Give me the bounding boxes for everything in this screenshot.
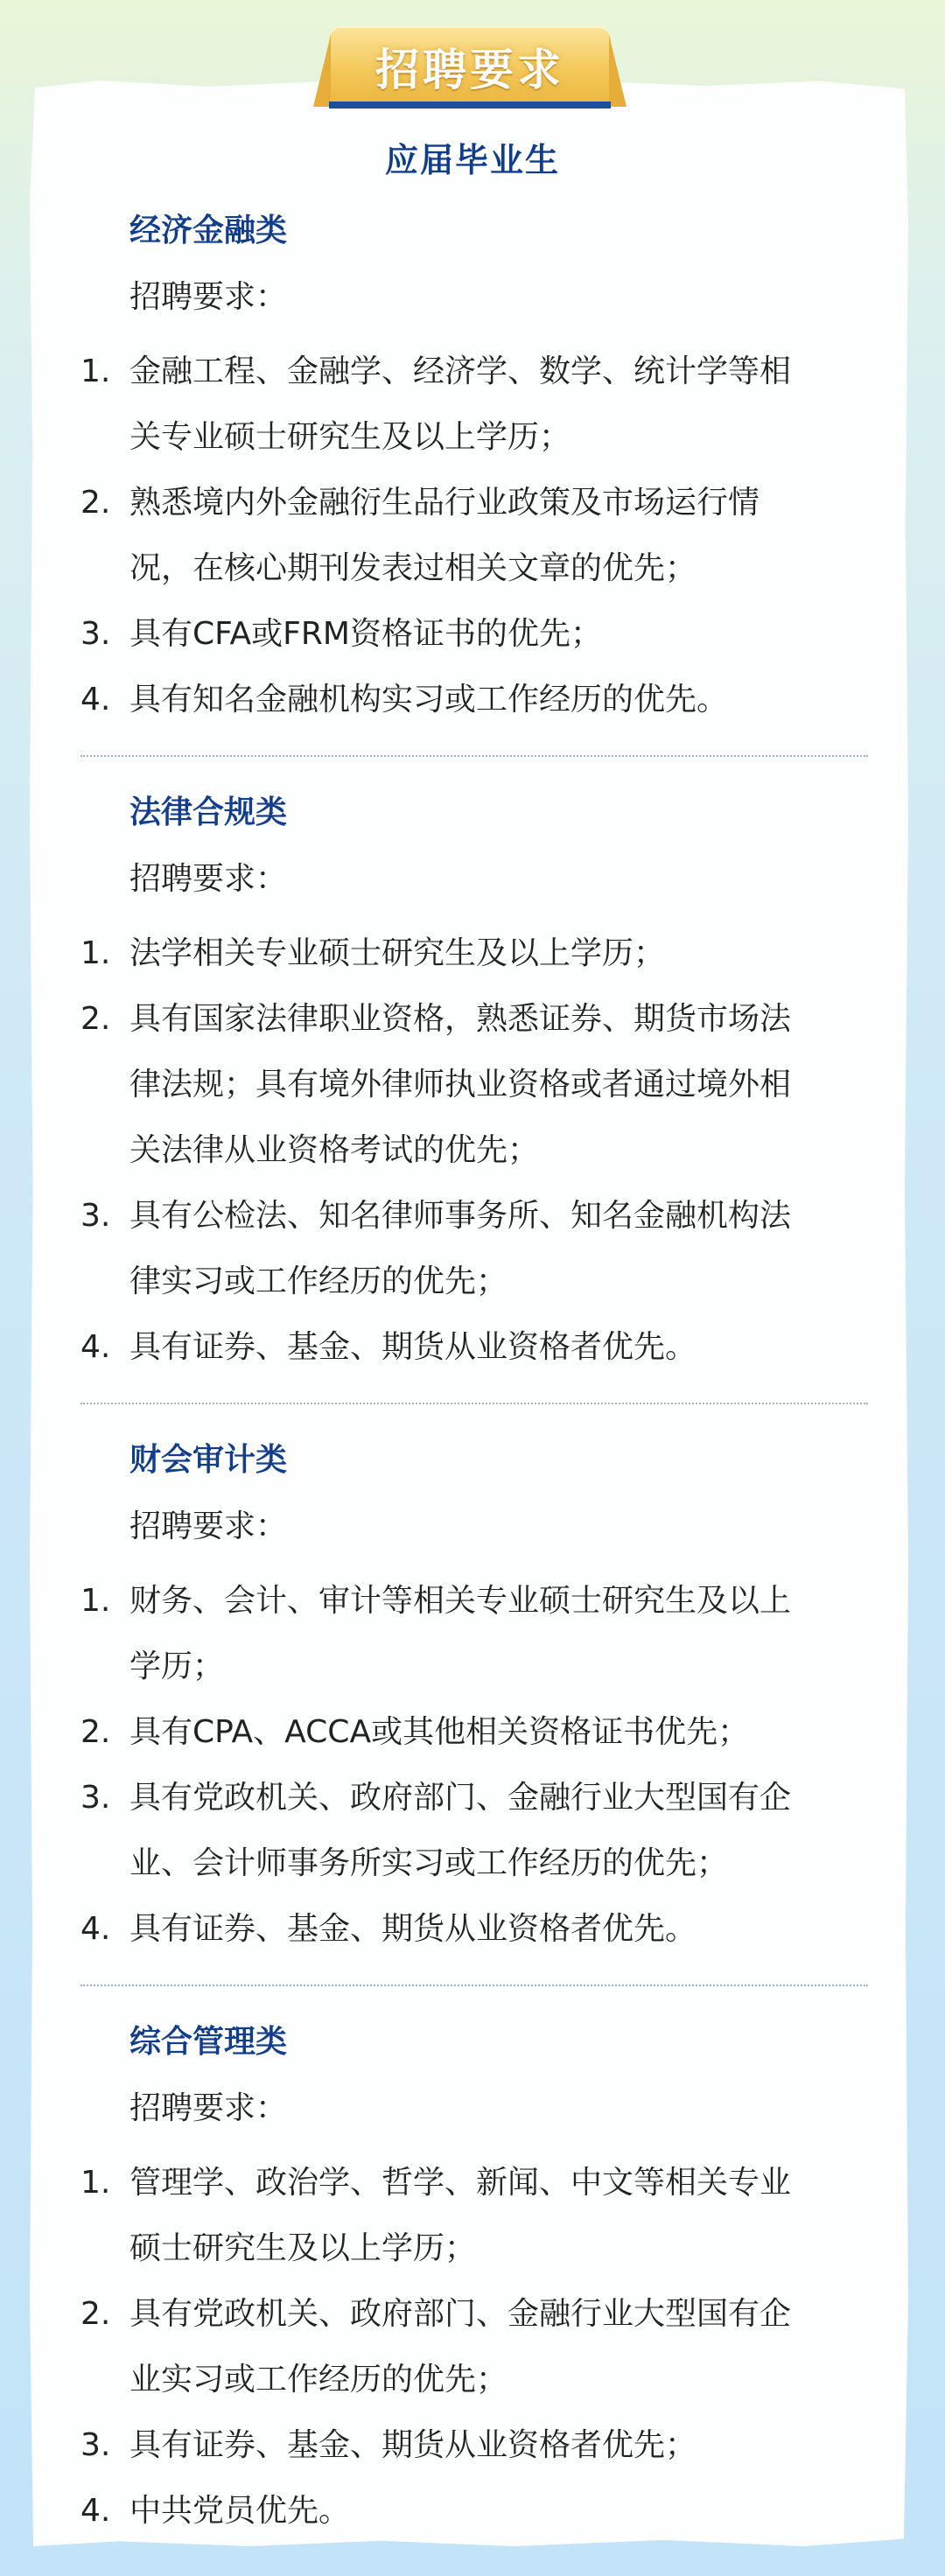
list-item-text [130,986,868,1183]
list-item-line: 具有国家法律职业资格，熟悉证券、期货市场法 [130,1001,792,1037]
list-item [80,470,868,601]
list-item-number: 4. [80,2493,111,2529]
list-item-line: 具有公检法、知名律师事务所、知名金融机构法 [130,1198,792,1234]
list-item-text [130,1896,868,1962]
list-item-text [130,2150,868,2281]
section-divider [80,1984,868,1986]
list-item-number: 1. [80,1583,111,1619]
list-item-text [130,667,868,732]
list-item-line: 律法规；具有境外律师执业资格或者通过境外相 [130,1067,792,1102]
list-item [80,1568,868,1699]
list-item-line: 管理学、政治学、哲学、新闻、中文等相关专业 [130,2165,792,2201]
banner-stripe [329,102,611,108]
list-item-line: 律实习或工作经历的优先； [130,1264,508,1299]
list-item-line: 具有证券、基金、期货从业资格者优先。 [130,1329,697,1365]
list-item-number: 3. [80,1780,111,1816]
list-item [80,1896,868,1962]
section-title: 法律合规类 [130,794,288,830]
page-title: 招聘要求 [375,45,564,95]
list-item-line: 熟悉境内外金融衍生品行业政策及市场运行情 [130,485,760,521]
list-item-line: 具有党政机关、政府部门、金融行业大型国有企 [130,2296,792,2332]
list-item-number: 3. [80,2427,111,2463]
list-item-number: 2. [80,1001,111,1037]
list-item-line: 具有党政机关、政府部门、金融行业大型国有企 [130,1780,792,1816]
section-divider [80,755,868,757]
requirements-label: 招聘要求： [130,2090,288,2126]
list-item-number: 1. [80,935,111,971]
header-banner [329,26,611,107]
list-item [80,920,868,986]
section [80,1436,868,1962]
list-item-number: 4. [80,1911,111,1947]
list-item [80,601,868,667]
list-item-line: 金融工程、金融学、经济学、数学、统计学等相 [130,354,792,389]
list-item-line: 具有CPA、ACCA或其他相关资格证书优先； [130,1714,750,1750]
list-item-text [130,1568,868,1699]
list-item-text [130,1699,868,1765]
list-item-text [130,2412,868,2478]
list-item-text [130,339,868,470]
requirements-label: 招聘要求： [130,1508,288,1544]
section-title: 经济金融类 [130,213,288,248]
list-item-number: 4. [80,1329,111,1365]
list-item [80,1765,868,1896]
list-item-text [130,470,868,601]
list-item-number: 2. [80,485,111,521]
list-item-text [130,601,868,667]
list-item-number: 1. [80,354,111,389]
section [80,206,868,732]
list-item-line: 具有CFA或FRM资格证书的优先； [130,616,602,652]
section [80,788,868,1380]
section [80,2018,868,2544]
list-item-line: 况，在核心期刊发表过相关文章的优先； [130,550,697,586]
list-item-line: 具有证券、基金、期货从业资格者优先。 [130,1911,697,1947]
list-item-number: 3. [80,616,111,652]
list-item-line: 中共党员优先。 [130,2493,351,2529]
list-item-line: 财务、会计、审计等相关专业硕士研究生及以上 [130,1583,792,1619]
list-item-number: 1. [80,2165,111,2201]
list-item-number: 3. [80,1198,111,1234]
list-item-line: 具有证券、基金、期货从业资格者优先； [130,2427,697,2463]
list-item-number: 4. [80,682,111,718]
list-item [80,667,868,732]
list-item [80,1699,868,1765]
section-title: 财会审计类 [130,1442,288,1478]
list-item [80,2478,868,2544]
list-item-number: 2. [80,1714,111,1750]
list-item [80,2150,868,2281]
list-item-line: 关专业硕士研究生及以上学历； [130,419,571,455]
requirements-label: 招聘要求： [130,861,288,897]
list-item-text [130,1183,868,1314]
list-item-line: 关法律从业资格考试的优先； [130,1132,540,1168]
content [80,206,868,2544]
section-title: 综合管理类 [130,2024,288,2060]
list-item [80,2281,868,2412]
list-item [80,1183,868,1314]
list-item [80,986,868,1183]
list-item-text [130,2281,868,2412]
list-item-text [130,1314,868,1380]
list-item [80,1314,868,1380]
list-item [80,339,868,470]
subtitle-wrap [0,133,945,181]
list-item-text [130,2478,868,2544]
requirements-label: 招聘要求： [130,279,288,315]
list-item-line: 业、会计师事务所实习或工作经历的优先； [130,1845,729,1881]
list-item-line: 具有知名金融机构实习或工作经历的优先。 [130,682,729,718]
list-item-line: 学历； [130,1648,225,1684]
list-item-line: 硕士研究生及以上学历； [130,2230,477,2266]
list-item-line: 法学相关专业硕士研究生及以上学历； [130,935,666,971]
subtitle: 应届毕业生 [376,133,569,181]
list-item-line: 业实习或工作经历的优先； [130,2362,508,2398]
list-item-number: 2. [80,2296,111,2332]
list-item [80,2412,868,2478]
list-item-text [130,1765,868,1896]
list-item-text [130,920,868,986]
section-divider [80,1403,868,1404]
